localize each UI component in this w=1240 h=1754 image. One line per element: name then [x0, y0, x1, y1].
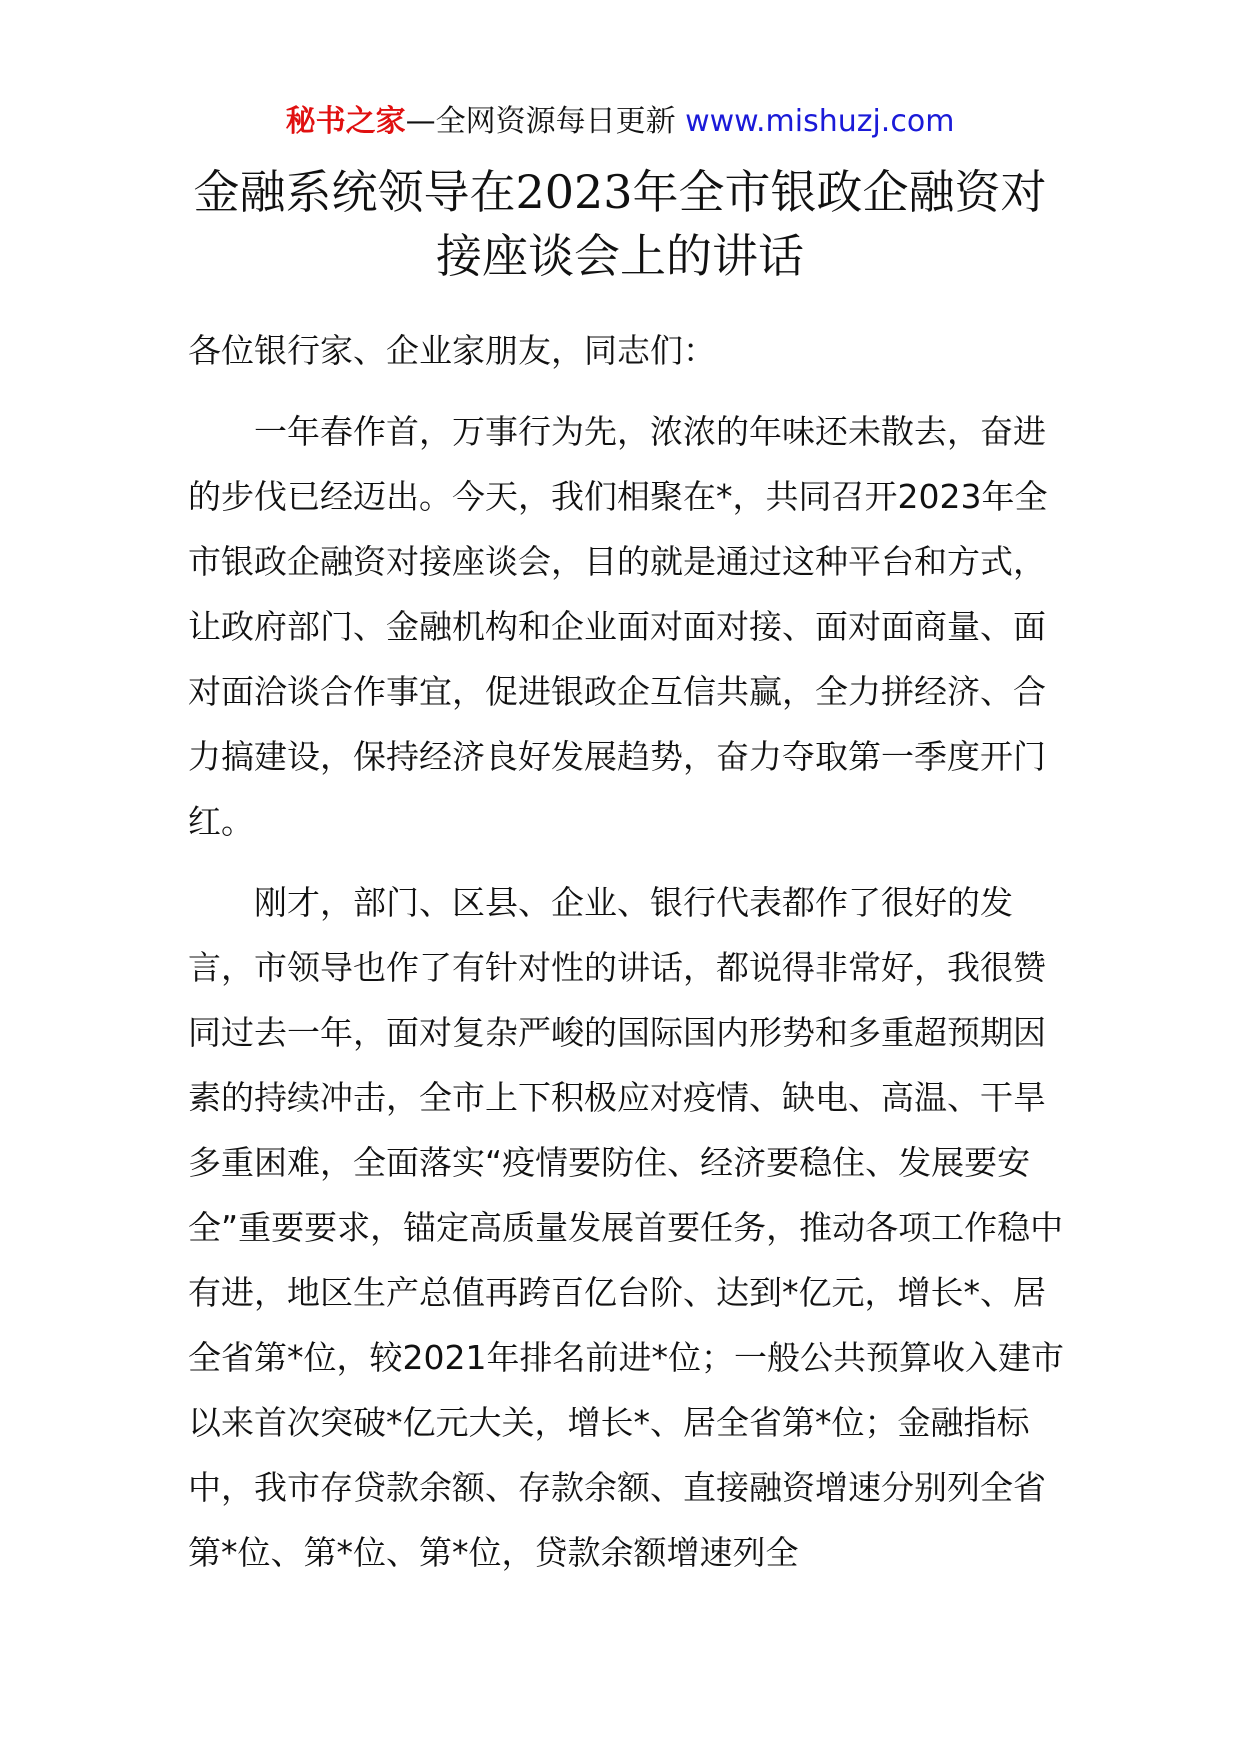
document-title — [120, 160, 1120, 288]
title-year: 2023 — [515, 165, 633, 219]
document-body — [188, 318, 1068, 1585]
salutation: 各位银行家、企业家朋友，同志们： — [188, 331, 716, 370]
brand-name[interactable]: 秘书之家 — [285, 104, 406, 139]
title-line-1 — [120, 160, 1120, 224]
title-line-2: 接座谈会上的讲话 — [436, 229, 804, 283]
paragraph-2: 刚才，部门、区县、企业、银行代表都作了很好的发言，市领导也作了有针对性的讲话，都说得非常好，我很赞同过去一年，面对复杂严峻的国际国内形势和多重超预期因素的持续冲击，全市上下积极应对疫情、缺电、高温、干旱多重困难，全面落实“疫情要防住、经济要稳住、发展要安全”重要要求，锚定高质量发展首要任务，推动各项工作稳中有进，地区生产总值再跨百亿台阶、达到*亿元，增长*、居全省第*位，较2021年排名前进*位；一般公共预算收入建市以来首次突破*亿元大关，增长*、居全省第*位；金融指标中，我市存贷款余额、存款余额、直接融资增速分别列全省第*位、第*位、第*位，贷款余额增速列全 — [188, 883, 1064, 1572]
paragraph-1: 一年春作首，万事行为先，浓浓的年味还未散去，奋进的步伐已经迈出。今天，我们相聚在*，共同召开2023年全市银政企融资对接座谈会，目的就是通过这种平台和方式，让政府部门、金融机构和企业面对面对接、面对面商量、面对面洽谈合作事宜，促进银政企互信共赢，全力拼经济、合力搞建设，保持经济良好发展趋势，奋力夺取第一季度开门红。 — [188, 412, 1048, 841]
site-header — [0, 100, 1240, 144]
title-part-a: 金融系统领导在 — [193, 165, 516, 219]
site-url-link[interactable]: www.mishuzj.com — [675, 104, 955, 139]
header-tagline: —全网资源每日更新 — [405, 104, 676, 139]
title-part-b: 年全市银政企融资对 — [632, 165, 1047, 219]
